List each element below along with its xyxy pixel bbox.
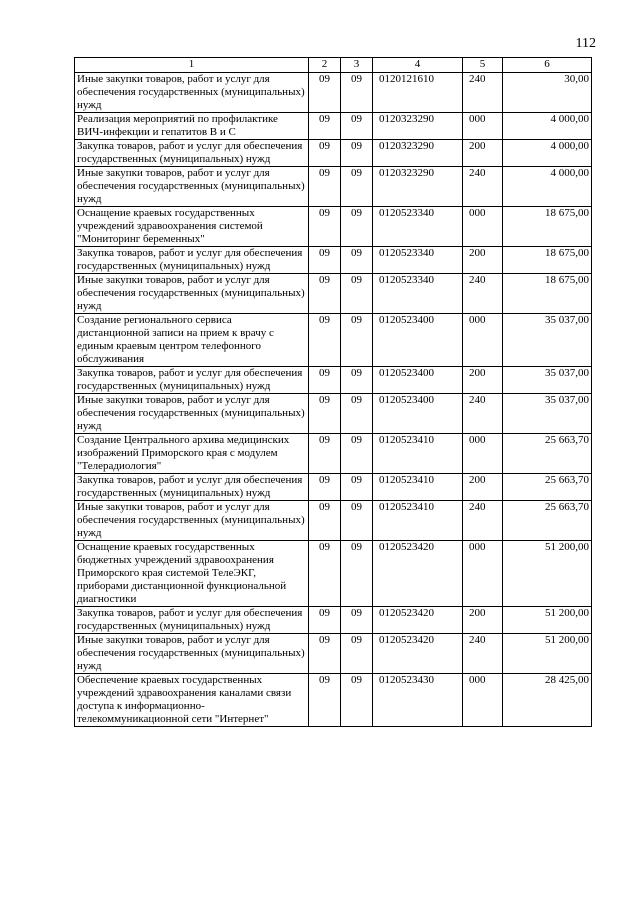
- table-row: [75, 634, 592, 674]
- section-code-cell: 09: [309, 247, 341, 274]
- subsection-code-cell: 09: [341, 674, 373, 727]
- section-code-cell: 09: [309, 73, 341, 113]
- expense-type-cell: 200: [463, 367, 503, 394]
- section-code-cell: 09: [309, 474, 341, 501]
- amount-cell: 18 675,00: [503, 274, 592, 314]
- row-name-cell: Создание Центрального архива медицинских изображений Приморского края с модулем "Телерадиология": [75, 434, 309, 474]
- target-article-cell: 0120523340: [373, 247, 463, 274]
- section-code-cell: 09: [309, 634, 341, 674]
- amount-cell: 35 037,00: [503, 394, 592, 434]
- column-header: 4: [373, 58, 463, 73]
- row-name-cell: Закупка товаров, работ и услуг для обеспечения государственных (муниципальных) нужд: [75, 247, 309, 274]
- subsection-code-cell: 09: [341, 501, 373, 541]
- section-code-cell: 09: [309, 541, 341, 607]
- target-article-cell: 0120523410: [373, 474, 463, 501]
- expense-type-cell: 240: [463, 73, 503, 113]
- amount-cell: 18 675,00: [503, 207, 592, 247]
- table-row: [75, 140, 592, 167]
- amount-cell: 4 000,00: [503, 167, 592, 207]
- table-row: [75, 207, 592, 247]
- target-article-cell: 0120121610: [373, 73, 463, 113]
- target-article-cell: 0120523340: [373, 274, 463, 314]
- column-header: 2: [309, 58, 341, 73]
- subsection-code-cell: 09: [341, 274, 373, 314]
- subsection-code-cell: 09: [341, 394, 373, 434]
- section-code-cell: 09: [309, 434, 341, 474]
- row-name-cell: Иные закупки товаров, работ и услуг для обеспечения государственных (муниципальных) нужд: [75, 73, 309, 113]
- subsection-code-cell: 09: [341, 634, 373, 674]
- budget-table: [74, 57, 592, 727]
- row-name-cell: Реализация мероприятий по профилактике ВИЧ-инфекции и гепатитов В и С: [75, 113, 309, 140]
- target-article-cell: 0120323290: [373, 167, 463, 207]
- row-name-cell: Иные закупки товаров, работ и услуг для обеспечения государственных (муниципальных) нужд: [75, 167, 309, 207]
- section-code-cell: 09: [309, 113, 341, 140]
- target-article-cell: 0120523420: [373, 607, 463, 634]
- target-article-cell: 0120523410: [373, 434, 463, 474]
- table-row: [75, 113, 592, 140]
- target-article-cell: 0120523400: [373, 367, 463, 394]
- row-name-cell: Закупка товаров, работ и услуг для обеспечения государственных (муниципальных) нужд: [75, 607, 309, 634]
- table-row: [75, 501, 592, 541]
- target-article-cell: 0120523410: [373, 501, 463, 541]
- subsection-code-cell: 09: [341, 167, 373, 207]
- subsection-code-cell: 09: [341, 367, 373, 394]
- expense-type-cell: 000: [463, 541, 503, 607]
- section-code-cell: 09: [309, 394, 341, 434]
- table-row: [75, 314, 592, 367]
- target-article-cell: 0120523400: [373, 314, 463, 367]
- target-article-cell: 0120523420: [373, 634, 463, 674]
- expense-type-cell: 200: [463, 247, 503, 274]
- table-row: [75, 247, 592, 274]
- amount-cell: 25 663,70: [503, 434, 592, 474]
- amount-cell: 18 675,00: [503, 247, 592, 274]
- table-row: [75, 607, 592, 634]
- subsection-code-cell: 09: [341, 607, 373, 634]
- column-header: 5: [463, 58, 503, 73]
- amount-cell: 51 200,00: [503, 541, 592, 607]
- expense-type-cell: 000: [463, 674, 503, 727]
- row-name-cell: Оснащение краевых государственных бюджетных учреждений здравоохранения Приморского края системой ТелеЭКГ, приборами дистанционной функциональной диагностики: [75, 541, 309, 607]
- amount-cell: 35 037,00: [503, 367, 592, 394]
- section-code-cell: 09: [309, 314, 341, 367]
- section-code-cell: 09: [309, 607, 341, 634]
- amount-cell: 51 200,00: [503, 634, 592, 674]
- row-name-cell: Создание регионального сервиса дистанционной записи на прием к врачу с единым краевым центром телефонного обслуживания: [75, 314, 309, 367]
- expense-type-cell: 240: [463, 274, 503, 314]
- row-name-cell: Иные закупки товаров, работ и услуг для обеспечения государственных (муниципальных) нужд: [75, 274, 309, 314]
- amount-cell: 4 000,00: [503, 140, 592, 167]
- target-article-cell: 0120523400: [373, 394, 463, 434]
- section-code-cell: 09: [309, 674, 341, 727]
- expense-type-cell: 240: [463, 167, 503, 207]
- row-name-cell: Оснащение краевых государственных учреждений здравоохранения системой "Мониторинг беременных": [75, 207, 309, 247]
- subsection-code-cell: 09: [341, 140, 373, 167]
- target-article-cell: 0120523420: [373, 541, 463, 607]
- target-article-cell: 0120523430: [373, 674, 463, 727]
- column-header: 3: [341, 58, 373, 73]
- expense-type-cell: 240: [463, 634, 503, 674]
- subsection-code-cell: 09: [341, 207, 373, 247]
- subsection-code-cell: 09: [341, 541, 373, 607]
- table-row: [75, 674, 592, 727]
- row-name-cell: Закупка товаров, работ и услуг для обеспечения государственных (муниципальных) нужд: [75, 474, 309, 501]
- section-code-cell: 09: [309, 501, 341, 541]
- section-code-cell: 09: [309, 367, 341, 394]
- subsection-code-cell: 09: [341, 434, 373, 474]
- expense-type-cell: 000: [463, 113, 503, 140]
- row-name-cell: Обеспечение краевых государственных учреждений здравоохранения каналами связи доступа к информационно-телекоммуникационной сети "Интернет": [75, 674, 309, 727]
- row-name-cell: Иные закупки товаров, работ и услуг для обеспечения государственных (муниципальных) нужд: [75, 634, 309, 674]
- subsection-code-cell: 09: [341, 73, 373, 113]
- expense-type-cell: 200: [463, 140, 503, 167]
- expense-type-cell: 200: [463, 607, 503, 634]
- expense-type-cell: 240: [463, 394, 503, 434]
- table-row: [75, 434, 592, 474]
- amount-cell: 28 425,00: [503, 674, 592, 727]
- expense-type-cell: 000: [463, 207, 503, 247]
- subsection-code-cell: 09: [341, 474, 373, 501]
- target-article-cell: 0120323290: [373, 113, 463, 140]
- table-row: [75, 73, 592, 113]
- table-row: [75, 394, 592, 434]
- amount-cell: 51 200,00: [503, 607, 592, 634]
- expense-type-cell: 200: [463, 474, 503, 501]
- table-row: [75, 274, 592, 314]
- table-row: [75, 541, 592, 607]
- column-header: 1: [75, 58, 309, 73]
- row-name-cell: Иные закупки товаров, работ и услуг для обеспечения государственных (муниципальных) нужд: [75, 501, 309, 541]
- column-header: 6: [503, 58, 592, 73]
- target-article-cell: 0120523340: [373, 207, 463, 247]
- expense-type-cell: 000: [463, 314, 503, 367]
- amount-cell: 25 663,70: [503, 474, 592, 501]
- amount-cell: 4 000,00: [503, 113, 592, 140]
- page-number: 112: [575, 36, 596, 51]
- expense-type-cell: 000: [463, 434, 503, 474]
- section-code-cell: 09: [309, 140, 341, 167]
- section-code-cell: 09: [309, 274, 341, 314]
- row-name-cell: Закупка товаров, работ и услуг для обеспечения государственных (муниципальных) нужд: [75, 140, 309, 167]
- amount-cell: 30,00: [503, 73, 592, 113]
- section-code-cell: 09: [309, 167, 341, 207]
- row-name-cell: Иные закупки товаров, работ и услуг для обеспечения государственных (муниципальных) нужд: [75, 394, 309, 434]
- table-row: [75, 367, 592, 394]
- amount-cell: 35 037,00: [503, 314, 592, 367]
- amount-cell: 25 663,70: [503, 501, 592, 541]
- subsection-code-cell: 09: [341, 113, 373, 140]
- expense-type-cell: 240: [463, 501, 503, 541]
- row-name-cell: Закупка товаров, работ и услуг для обеспечения государственных (муниципальных) нужд: [75, 367, 309, 394]
- target-article-cell: 0120323290: [373, 140, 463, 167]
- table-row: [75, 167, 592, 207]
- subsection-code-cell: 09: [341, 314, 373, 367]
- subsection-code-cell: 09: [341, 247, 373, 274]
- table-row: [75, 474, 592, 501]
- section-code-cell: 09: [309, 207, 341, 247]
- table-header-row: [75, 58, 592, 73]
